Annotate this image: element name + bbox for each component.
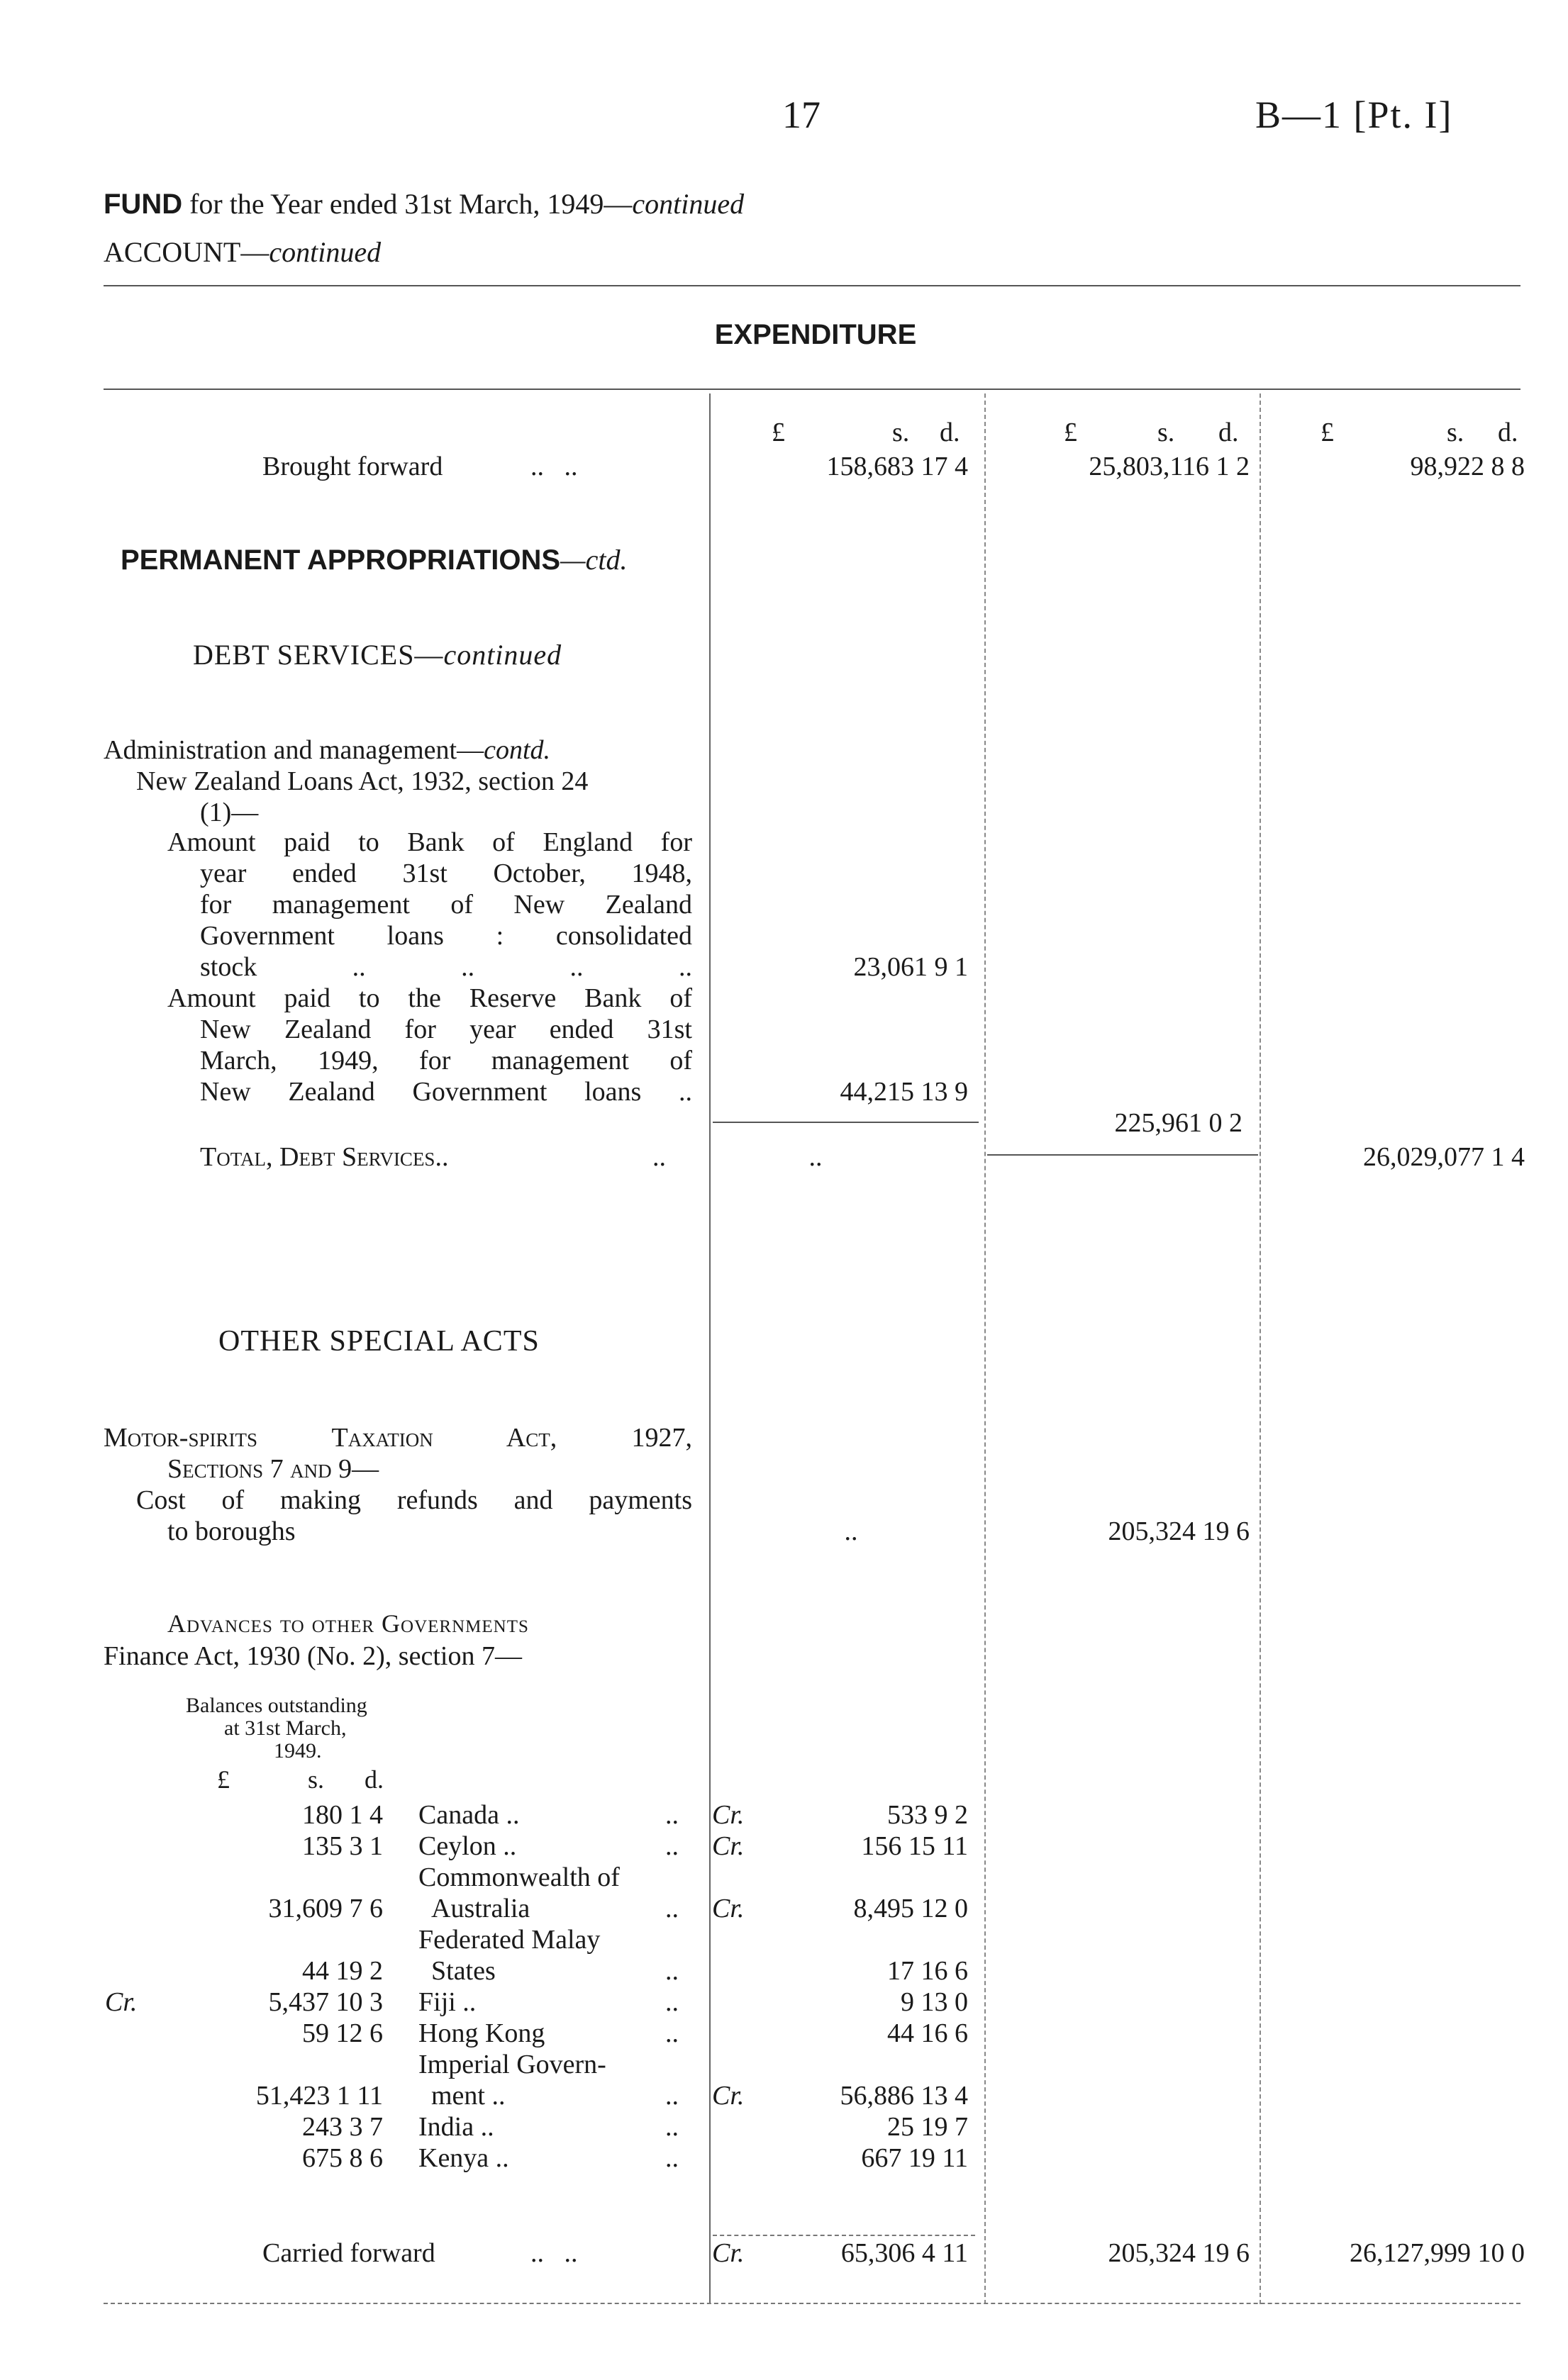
brought-forward-col2: 25,803,116 1 2 [1089,452,1250,481]
rbnz-amount: 44,215 13 9 [840,1077,968,1107]
carried-forward-col1: 65,306 4 11 [840,2238,968,2268]
motor-spirits-line-4: to boroughs [167,1516,296,1546]
rule-col1-carried [713,2235,975,2236]
boe-amount: 23,061 9 1 [853,952,968,982]
advance-balance: 31,609 7 6 [268,1894,383,1923]
advance-balance: 180 1 4 [302,1800,383,1830]
advance-leaders: .. [665,1800,679,1830]
rule-col1-subtotal [713,1122,979,1123]
motor-spirits-line-2: Sections 7 and 9— [167,1454,379,1484]
advance-balance: 44 19 2 [302,1956,383,1986]
boe-line-1: Amount paid to Bank of England for [167,827,692,857]
advance-amount-cr: Cr. [712,1800,745,1830]
total-debt-services-label: Total, Debt Services.. [200,1142,449,1172]
carried-forward-col3: 26,127,999 10 0 [1350,2238,1525,2268]
debt-services-heading [193,639,562,671]
boe-line-2: year ended 31st October, 1948, [200,859,692,888]
col3-pence-header: d. [1498,418,1518,447]
brought-forward-col1: 158,683 17 4 [826,452,968,481]
advance-leaders: .. [665,1956,679,1986]
advance-balance: 51,423 1 11 [255,2081,383,2111]
column-rule-1 [709,393,711,2304]
balances-pounds-unit: £ [217,1765,230,1794]
advance-amount-cr: Cr. [712,2081,745,2111]
carried-forward-cr: Cr. [712,2238,745,2268]
advance-country-name: Hong Kong [418,2018,545,2048]
carried-forward-label: Carried forward [262,2238,435,2268]
advance-leaders: .. [665,2081,679,2111]
rbnz-line-1: Amount paid to the Reserve Bank of [167,983,692,1013]
col3-shillings-header: s. [1447,418,1464,447]
rule-under-title [104,389,1520,390]
advance-leaders: .. [665,1894,679,1923]
advance-leaders: .. [665,2018,679,2048]
advance-amount: 8,495 12 0 [853,1894,968,1923]
debt-services-text: DEBT SERVICES— [193,639,444,671]
advances-act: Finance Act, 1930 (No. 2), section 7— [104,1641,522,1671]
total-debt-services-amount: 26,029,077 1 4 [1363,1142,1525,1172]
advance-leaders: .. [665,2112,679,2142]
advance-amount: 56,886 13 4 [840,2081,968,2111]
rule-col2-total [987,1154,1258,1156]
balances-pence-unit: d. [365,1765,384,1794]
carried-forward-leaders: .. .. [530,2238,578,2268]
loans-act-reference: New Zealand Loans Act, 1932, section 24 [136,766,589,796]
col1-pounds-header: £ [772,418,785,447]
brought-forward-label: Brought forward [262,452,443,481]
advance-balance: 675 8 6 [302,2143,383,2173]
advance-country-name: Ceylon .. [418,1831,517,1861]
motor-spirits-line-3: Cost of making refunds and payments [136,1485,692,1515]
advance-country-name: Federated Malay [418,1925,601,1955]
permanent-heading-text: PERMANENT APPROPRIATIONS [121,544,561,576]
brought-forward-col3: 98,922 8 8 [1410,452,1525,481]
advance-amount-cr: Cr. [712,1894,745,1923]
section-title-expenditure: EXPENDITURE [714,319,917,350]
advance-country-name: Australia [431,1894,530,1923]
col2-shillings-header: s. [1157,418,1175,447]
boe-line-3: for management of New Zealand [200,890,692,920]
rule-bottom [104,2303,1520,2304]
admin-heading-contd: contd. [484,735,551,765]
advance-country-name: Fiji .. [418,1987,477,2017]
brought-forward-leaders: .. .. [530,452,578,481]
advance-amount-cr: Cr. [712,1831,745,1861]
motor-spirits-line-1: Motor-spirits Taxation Act, 1927, [104,1423,692,1453]
other-special-acts-heading: OTHER SPECIAL ACTS [218,1325,540,1358]
advance-leaders: .. [665,1831,679,1861]
motor-spirits-amount: 205,324 19 6 [1108,1516,1250,1546]
boe-line-5: stock .. .. .. .. [200,952,692,982]
debt-services-continued: continued [443,639,562,671]
rbnz-line-3: March, 1949, for management of [200,1046,692,1076]
advance-amount: 533 9 2 [887,1800,968,1830]
loans-act-subsection: (1)— [200,798,259,827]
advance-country-name: Imperial Govern- [418,2050,606,2079]
column-rule-2 [984,393,986,2304]
balances-head-2: at 31st March, [224,1716,347,1740]
col2-pence-header: d. [1218,418,1239,447]
advance-country-name: Canada .. [418,1800,520,1830]
advance-country-name: Commonwealth of [418,1862,620,1892]
advance-amount: 156 15 11 [861,1831,968,1861]
column-rule-3 [1260,393,1261,2304]
advance-balance: 59 12 6 [302,2018,383,2048]
account-label: ACCOUNT— [104,236,269,268]
rule-top [104,285,1520,286]
col2-pounds-header: £ [1064,418,1077,447]
boe-line-4: Government loans : consolidated [200,921,692,951]
advance-amount: 667 19 11 [861,2143,968,2173]
advance-balance: 5,437 10 3 [268,1987,383,2017]
fund-title-line [104,189,744,220]
rbnz-line-4: New Zealand Government loans .. [200,1077,692,1107]
document-reference: B—1 [Pt. I] [1255,94,1453,136]
advance-country-name: States [431,1956,496,1986]
balances-head-1: Balances outstanding [186,1694,367,1717]
advance-leaders: .. [665,2143,679,2173]
col3-pounds-header: £ [1320,418,1334,447]
advance-country-name: Kenya .. [418,2143,509,2173]
admin-heading [104,734,550,766]
advance-balance: 135 3 1 [302,1831,383,1861]
debt-admin-subtotal: 225,961 0 2 [1114,1108,1242,1138]
advance-amount: 44 16 6 [887,2018,968,2048]
advance-country-name: India .. [418,2112,494,2142]
fund-title-text: for the Year ended 31st March, 1949— [182,188,633,220]
rbnz-line-2: New Zealand for year ended 31st [200,1015,692,1044]
total-debt-services-leaders: .. [652,1142,666,1172]
advance-amount: 25 19 7 [887,2112,968,2142]
advance-amount: 17 16 6 [887,1956,968,1986]
advance-balance: 243 3 7 [302,2112,383,2142]
account-continued: continued [269,236,382,268]
advance-country-name: ment .. [431,2081,506,2111]
col1-pence-header: d. [940,418,960,447]
admin-heading-text: Administration and management— [104,735,484,765]
page-number: 17 [782,94,821,136]
balances-shillings-unit: s. [308,1765,325,1794]
permanent-heading-suffix: —ctd. [560,544,628,576]
carried-forward-col2: 205,324 19 6 [1108,2238,1250,2268]
motor-spirits-col1: .. [844,1516,858,1546]
advance-amount: 9 13 0 [901,1987,968,2017]
permanent-appropriations-heading [121,544,627,576]
advance-balance-cr: Cr. [105,1987,138,2017]
col1-shillings-header: s. [892,418,910,447]
advances-heading: Advances to other Governments [167,1609,529,1638]
fund-title-continued: continued [632,188,745,220]
advance-leaders: .. [665,1987,679,2017]
balances-head-3: 1949. [274,1739,322,1762]
total-debt-services-col1: .. [808,1142,823,1172]
account-title-line [104,237,381,268]
fund-label: FUND [104,189,183,220]
